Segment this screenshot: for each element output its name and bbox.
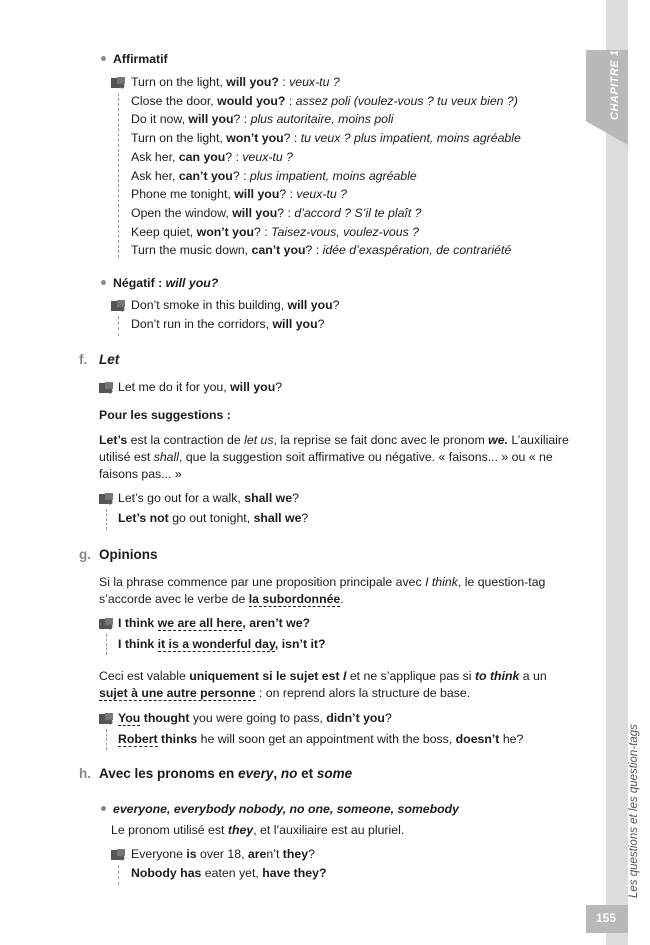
- pronouns-example-2: Nobody has eaten yet, have they?: [131, 866, 327, 880]
- opinion-example-2: I think it is a wonderful day, isn’t it?: [118, 637, 326, 651]
- example-icon: [111, 77, 125, 89]
- suggestions-heading: Pour les suggestions :: [99, 408, 231, 422]
- negatif-heading: Négatif : will you?: [101, 276, 218, 290]
- opinion-example-4: Robert thinks he will soon get an appointment with the boss, doesn’t he?: [118, 732, 524, 746]
- bullet-dot-icon: [101, 56, 106, 61]
- let-paragraph: Let’s est la contraction de let us, la reprise se fait donc avec le pronom we. L’auxiliaire utilisé est shall, que la suggestion soit affirmative ou négative. « faisons... » ou « ne faisons pas... »: [99, 433, 569, 481]
- affirmatif-example: Keep quiet, won’t you? : Taisez-vous, voulez-vous ?: [131, 224, 419, 239]
- negatif-example-1: Don’t smoke in this building, will you?: [131, 298, 340, 312]
- affirmatif-heading: Affirmatif: [101, 52, 168, 66]
- opinions-rule-paragraph: Ceci est valable uniquement si le sujet est I et ne s’applique pas si to think a un sujet à une autre personne : on reprend alors la structure de base.: [99, 669, 547, 700]
- example-icon: [111, 300, 125, 312]
- affirmatif-example: Do it now, will you? : plus autoritaire, moins poli: [131, 112, 394, 127]
- example-divider: [118, 93, 119, 258]
- example-icon: [99, 493, 113, 505]
- example-divider: [106, 509, 107, 530]
- pronouns-bullet: everyone, everybody nobody, no one, someone, somebody: [101, 802, 459, 816]
- negatif-example-2: Don’t run in the corridors, will you?: [131, 317, 325, 331]
- affirmatif-example: Close the door, would you? : assez poli (voulez-vous ? tu veux bien ?): [131, 93, 518, 108]
- affirmatif-example: Ask her, can’t you? : plus impatient, moins agréable: [131, 168, 417, 183]
- example-divider: [106, 634, 107, 655]
- let-example: Let me do it for you, will you?: [118, 380, 283, 394]
- opinions-paragraph: Si la phrase commence par une proposition principale avec I think, le question-tag s’accorde avec le verbe de la subordonnée.: [99, 575, 546, 606]
- section-f-letter: f.: [79, 352, 88, 367]
- section-h-letter: h.: [79, 766, 91, 781]
- affirmatif-example: Open the window, will you? : d’accord ? S’il te plaît ?: [131, 205, 422, 220]
- example-icon: [99, 713, 113, 725]
- chapter-label: CHAPITRE 1: [609, 49, 621, 120]
- page-number: 155: [596, 911, 617, 925]
- example-divider: [118, 316, 119, 336]
- let-suggestion-example-2: Let’s not go out tonight, shall we?: [118, 511, 309, 525]
- opinion-example-3: You thought you were going to pass, didn’t you?: [118, 711, 392, 725]
- opinion-example-1: I think we are all here, aren’t we?: [118, 616, 311, 630]
- affirmatif-example: Turn the music down, can’t you? : idée d’exaspération, de contrariété: [131, 243, 512, 258]
- pronouns-paragraph: Le pronom utilisé est they, et l’auxiliaire est au pluriel.: [111, 823, 405, 837]
- example-divider: [118, 865, 119, 885]
- affirmatif-example: Turn on the light, will you? : veux-tu ?: [131, 75, 340, 89]
- affirmatif-example: Phone me tonight, will you? : veux-tu ?: [131, 187, 348, 202]
- example-divider: [106, 729, 107, 750]
- let-suggestion-example-1: Let’s go out for a walk, shall we?: [118, 491, 299, 505]
- section-f-title: Let: [99, 352, 120, 367]
- bullet-dot-icon: [101, 280, 106, 285]
- pronouns-example-1: Everyone is over 18, aren’t they?: [131, 847, 315, 861]
- section-g-letter: g.: [79, 547, 91, 562]
- affirmatif-example: Turn on the light, won’t you? : tu veux ? plus impatient, moins agréable: [131, 131, 521, 146]
- section-g-title: Opinions: [99, 547, 158, 562]
- chapter-tab: [586, 50, 628, 145]
- section-h-title: Avec les pronoms en every, no et some: [99, 766, 353, 781]
- example-icon: [111, 849, 125, 861]
- example-icon: [99, 382, 113, 394]
- running-title: Les questions et les question-tags: [628, 724, 640, 898]
- affirmatif-example: Ask her, can you? : veux-tu ?: [131, 149, 293, 164]
- example-icon: [99, 618, 113, 630]
- bullet-dot-icon: [101, 806, 106, 811]
